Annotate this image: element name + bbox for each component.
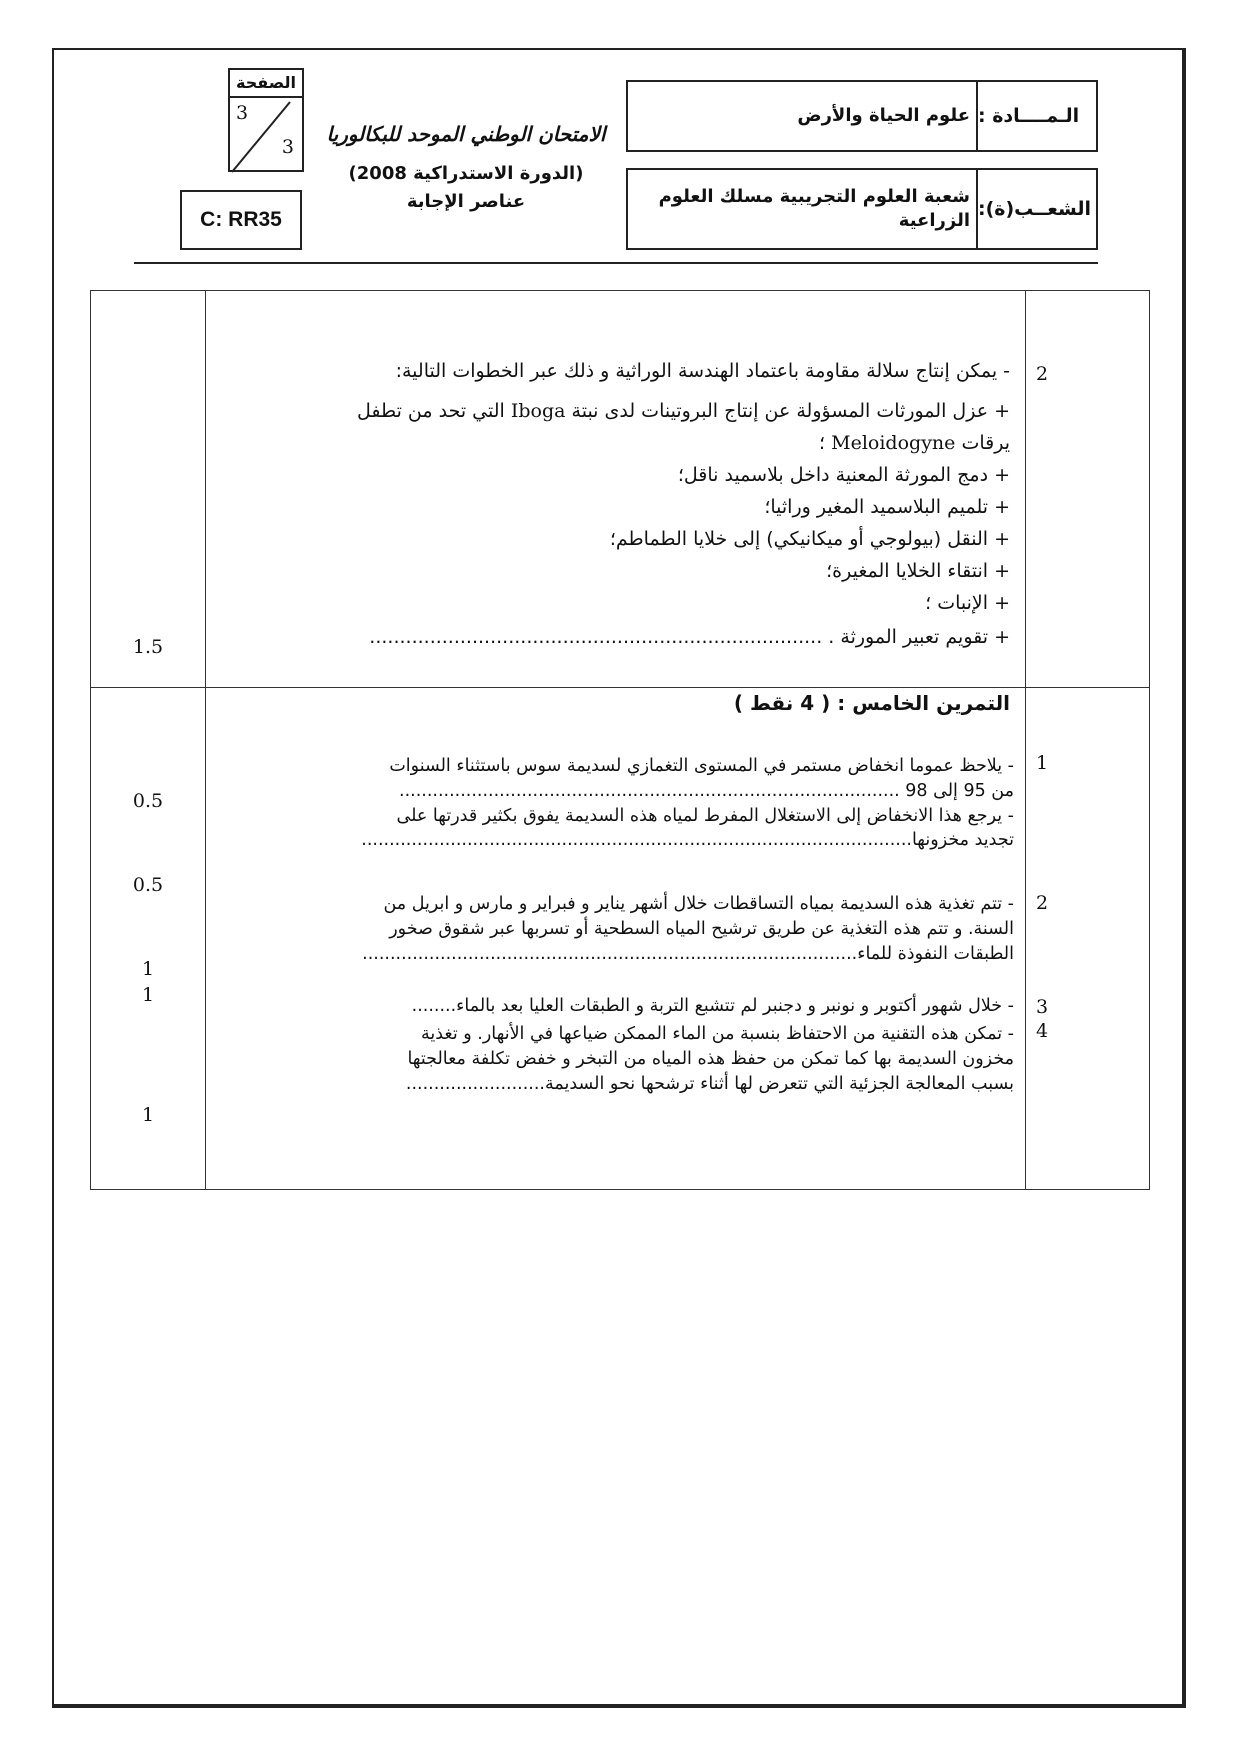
score-column-divider: [205, 291, 206, 1189]
exam-session: (الدورة الاستدراكية 2008): [348, 163, 584, 184]
text-line: + تقويم تعبير المورثة . ...........................................................................: [369, 626, 1010, 648]
score-value: 1: [141, 1104, 155, 1126]
branch-label: الشعــب(ة):: [978, 198, 1091, 220]
score-value: 0.5: [132, 874, 164, 896]
answer-item-2: [226, 892, 1014, 966]
text-line: بسبب المعالجة الجزئية التي تتعرض لها أثناء ترشحها نحو السديمة.........................: [405, 1073, 1014, 1094]
score-value: 0.5: [132, 790, 164, 812]
text-line: + الإنبات ؛: [925, 592, 1010, 614]
text-line: مخزون السديمة بها كما تمكن من حفظ هذه المياه من التبخر و خفض تكلفة معالجتها: [407, 1048, 1014, 1069]
score-value: 1: [141, 958, 155, 980]
text-line: - تمكن هذه التقنية من الاحتفاظ بنسبة من الماء الممكن ضياعها في الأنهار. و تغذية: [420, 1024, 1014, 1044]
text-line: - تتم تغذية هذه السديمة بمياه التساقطات خلال أشهر يناير و فبراير و مارس و ابريل من: [383, 894, 1014, 914]
text-fragment: التي تحد من تطفل: [357, 400, 505, 422]
page-label: الصفحة: [230, 70, 302, 98]
text-line: تجديد مخزونها...................................................................................................: [361, 830, 1014, 851]
text-line: الطبقات النفوذة للماء.........................................................................................: [362, 943, 1014, 964]
text-line: - يلاحظ عموما انخفاض مستمر في المستوى التغمازي لسديمة سوس باستثناء السنوات: [389, 756, 1014, 776]
subject-label: الـمــــادة :: [978, 105, 1080, 127]
question-score: 1.5: [132, 636, 164, 658]
item-number: 1: [1036, 752, 1049, 774]
header-rule: [134, 262, 1098, 264]
text-line: - خلال شهور أكتوبر و نونبر و دجنبر لم تتشبع التربة و الطبقات العليا بعد بالماء........: [411, 996, 1014, 1016]
page-total: 3: [281, 136, 294, 158]
text-fragment: + عزل المورثات المسؤولة عن إنتاج البروتينات لدى نبتة: [571, 400, 1010, 422]
text-line: [230, 398, 1010, 426]
answer-item-4: [226, 1022, 1014, 1096]
exam-title: الامتحان الوطني الموحد للبكالوريا: [326, 122, 606, 146]
answer-item-1: [226, 754, 1014, 853]
text-line: + تلميم البلاسميد المغير وراثيا؛: [764, 496, 1010, 518]
page-current: 3: [236, 102, 249, 124]
item-number: 2: [1036, 892, 1049, 914]
section-divider: [91, 687, 1149, 688]
subject-value: علوم الحياة والأرض: [797, 105, 970, 126]
item-number: 4: [1036, 1020, 1049, 1042]
branch-value: شعبة العلوم التجريبية مسلك العلوم الزراعية: [658, 186, 970, 231]
species-name: Meloidogyne: [831, 432, 956, 454]
text-fragment: ؛: [819, 432, 826, 454]
branch-box: [626, 168, 1098, 250]
text-line: [819, 430, 1010, 458]
text-line: - يرجع هذا الانخفاض إلى الاستغلال المفرط لمياه هذه السديمة يفوق بكثير قدرتها على: [396, 805, 1014, 826]
text-line: + دمج المورثة المعنية داخل بلاسميد ناقل؛: [677, 464, 1010, 486]
answer-elements-label: عناصر الإجابة: [406, 191, 526, 212]
text-line: - يمكن إنتاج سلالة مقاومة باعتماد الهندسة الوراثية و ذلك عبر الخطوات التالية:: [395, 360, 1010, 382]
text-line: السنة. و تتم هذه التغذية عن طريق ترشيح المياه السطحية أو تسربها عبر شقوق صخور: [389, 918, 1014, 939]
item-number: 3: [1036, 996, 1049, 1018]
text-line: + انتقاء الخلايا المغيرة؛: [826, 560, 1010, 582]
answer-item-3: [226, 994, 1014, 1019]
question-number: 2: [1036, 363, 1049, 385]
exercise-title: التمرين الخامس : ( 4 نقط ): [733, 691, 1010, 715]
text-line: + النقل (بيولوجي أو ميكانيكي) إلى خلايا الطماطم؛: [609, 528, 1010, 550]
text-line: من 95 إلى 98 ..........................................................................................: [399, 780, 1014, 801]
number-column-divider: [1025, 291, 1026, 1189]
text-fragment: يرقات: [961, 432, 1010, 454]
subject-box: [626, 80, 1098, 152]
species-name: Iboga: [510, 400, 566, 422]
page-number-box: [228, 68, 304, 172]
exam-code: C: RR35: [180, 190, 302, 250]
score-value: 1: [141, 984, 155, 1006]
